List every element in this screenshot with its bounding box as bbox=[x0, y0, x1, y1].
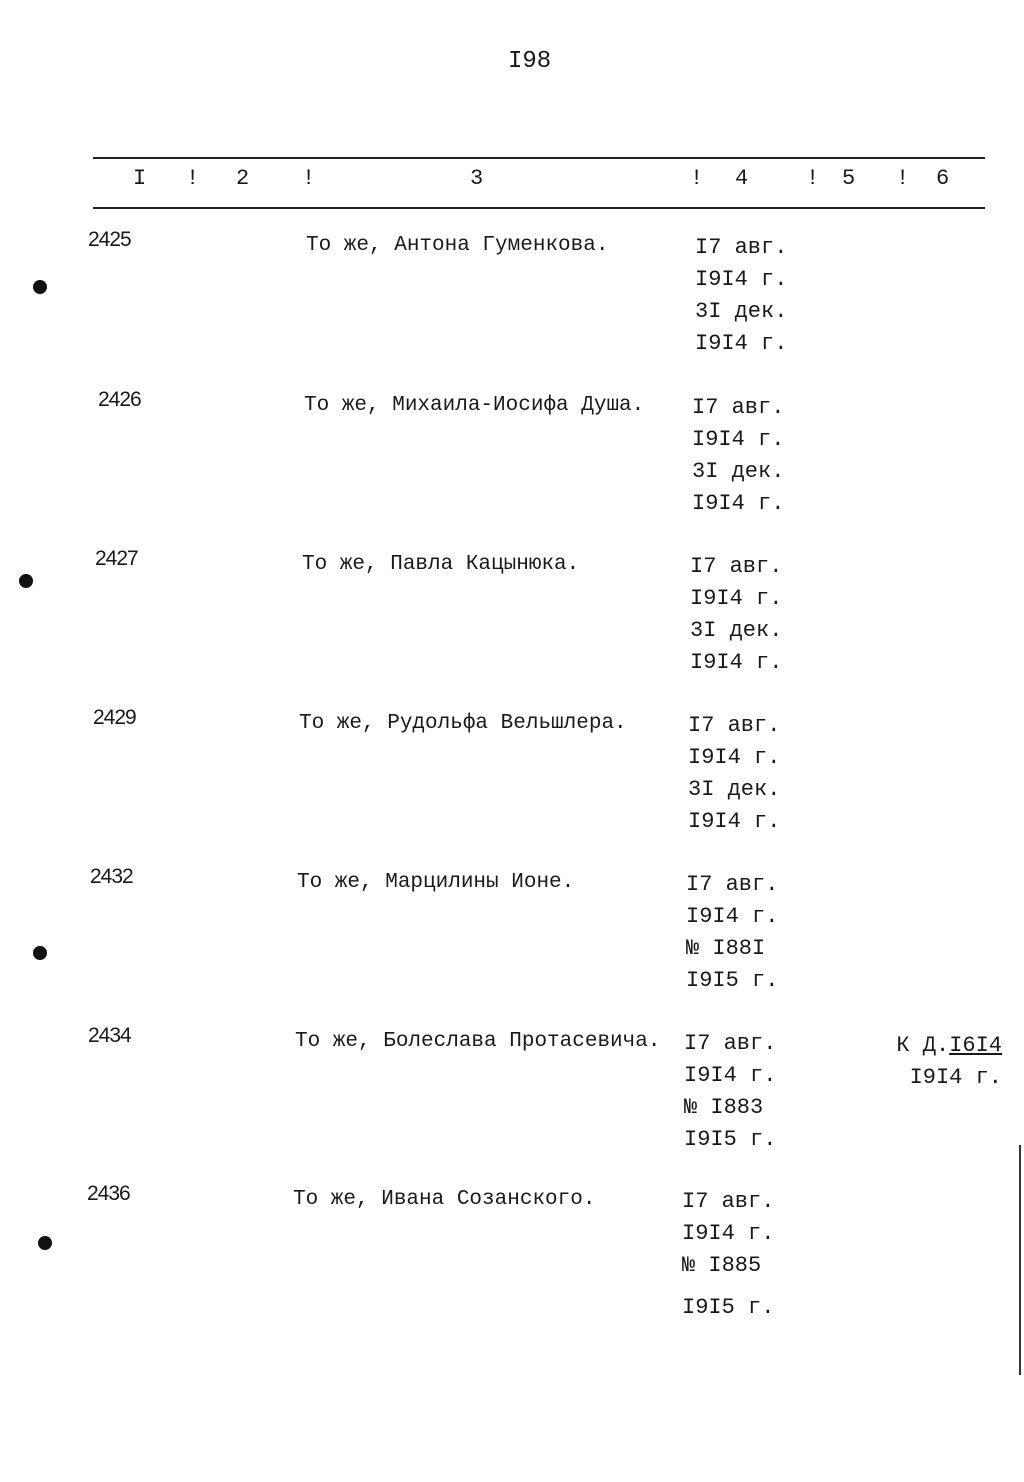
punch-hole bbox=[38, 1236, 52, 1250]
date-end-year: I9I4 г. bbox=[695, 331, 788, 356]
entry-description: То же, Болеслава Протасевича. bbox=[295, 1030, 661, 1053]
entry-description: То же, Михаила-Иосифа Душа. bbox=[304, 394, 645, 417]
punch-hole bbox=[19, 574, 33, 588]
date-end-year: I9I5 г. bbox=[682, 1295, 775, 1320]
date-start-year: I9I4 г. bbox=[695, 267, 788, 292]
entry-dates bbox=[686, 869, 778, 997]
column-separator: ! bbox=[896, 166, 910, 191]
date-start: I7 авг. bbox=[684, 1031, 777, 1056]
table-row bbox=[0, 1022, 1024, 1172]
date-start-year: I9I4 г. bbox=[690, 586, 783, 611]
entry-number: 2429 bbox=[93, 706, 136, 729]
table-row bbox=[0, 1180, 1024, 1330]
date-end-year: I9I5 г. bbox=[684, 1127, 777, 1152]
column-header-2: 2 bbox=[236, 166, 250, 191]
file-number: № I883 bbox=[684, 1095, 764, 1120]
entry-dates bbox=[692, 392, 784, 520]
entry-description: То же, Антона Гуменкова. bbox=[306, 234, 609, 257]
column-header-5: 5 bbox=[842, 166, 856, 191]
column-header-1: I bbox=[133, 166, 147, 191]
column-separator: ! bbox=[302, 166, 316, 191]
column-header-6: 6 bbox=[936, 166, 950, 191]
table-header-bottom-rule bbox=[93, 207, 985, 209]
column-separator: ! bbox=[806, 166, 820, 191]
entry-dates bbox=[695, 232, 787, 360]
note-ref: I6I4 bbox=[949, 1033, 1002, 1058]
date-end: 3I дек. bbox=[692, 459, 785, 484]
file-number: № I88I bbox=[686, 936, 766, 961]
date-start-year: I9I4 г. bbox=[692, 427, 785, 452]
table-header-top-rule bbox=[93, 157, 985, 159]
cross-reference-note bbox=[870, 1030, 1002, 1094]
date-start-year: I9I4 г. bbox=[682, 1221, 775, 1246]
date-start: I7 авг. bbox=[682, 1189, 775, 1214]
date-start: I7 авг. bbox=[686, 872, 779, 897]
column-header-4: 4 bbox=[735, 166, 749, 191]
entry-number: 2426 bbox=[98, 388, 141, 411]
entry-number: 2432 bbox=[90, 865, 133, 888]
date-end-year: I9I5 г. bbox=[686, 968, 779, 993]
entry-dates bbox=[684, 1028, 776, 1156]
punch-hole bbox=[33, 946, 47, 960]
date-start-year: I9I4 г. bbox=[688, 745, 781, 770]
date-start-year: I9I4 г. bbox=[684, 1063, 777, 1088]
note-prefix: К Д. bbox=[896, 1033, 950, 1058]
page-number: I98 bbox=[508, 48, 552, 75]
date-start: I7 авг. bbox=[690, 554, 783, 579]
date-end: 3I дек. bbox=[688, 777, 781, 802]
page-edge-line bbox=[1019, 1145, 1021, 1375]
table-row bbox=[0, 863, 1024, 1013]
punch-hole bbox=[33, 280, 47, 294]
date-end: 3I дек. bbox=[690, 618, 783, 643]
column-separator: ! bbox=[186, 166, 200, 191]
entry-description: То же, Ивана Созанского. bbox=[293, 1188, 596, 1211]
entry-number: 2436 bbox=[87, 1182, 130, 1205]
entry-number: 2425 bbox=[88, 228, 131, 251]
date-start: I7 авг. bbox=[688, 713, 781, 738]
entry-dates bbox=[682, 1186, 774, 1324]
date-end-year: I9I4 г. bbox=[692, 491, 785, 516]
date-end: 3I дек. bbox=[695, 299, 788, 324]
date-end-year: I9I4 г. bbox=[690, 650, 783, 675]
date-start: I7 авг. bbox=[692, 395, 785, 420]
entry-description: То же, Рудольфа Вельшлера. bbox=[299, 712, 627, 735]
column-separator: ! bbox=[690, 166, 704, 191]
entry-number: 2427 bbox=[95, 547, 138, 570]
date-start: I7 авг. bbox=[695, 235, 788, 260]
table-row bbox=[0, 226, 1024, 376]
entry-dates bbox=[688, 710, 780, 838]
entry-dates bbox=[690, 551, 782, 679]
table-row bbox=[0, 545, 1024, 695]
entry-description: То же, Марцилины Ионе. bbox=[297, 871, 575, 894]
note-year: I9I4 г. bbox=[909, 1065, 1002, 1090]
table-row bbox=[0, 704, 1024, 854]
entry-number: 2434 bbox=[88, 1024, 131, 1047]
table-row bbox=[0, 386, 1024, 536]
file-number: № I885 bbox=[682, 1253, 762, 1278]
date-end-year: I9I4 г. bbox=[688, 809, 781, 834]
date-start-year: I9I4 г. bbox=[686, 904, 779, 929]
entry-description: То же, Павла Кацынюка. bbox=[302, 553, 580, 576]
column-header-3: 3 bbox=[470, 166, 484, 191]
